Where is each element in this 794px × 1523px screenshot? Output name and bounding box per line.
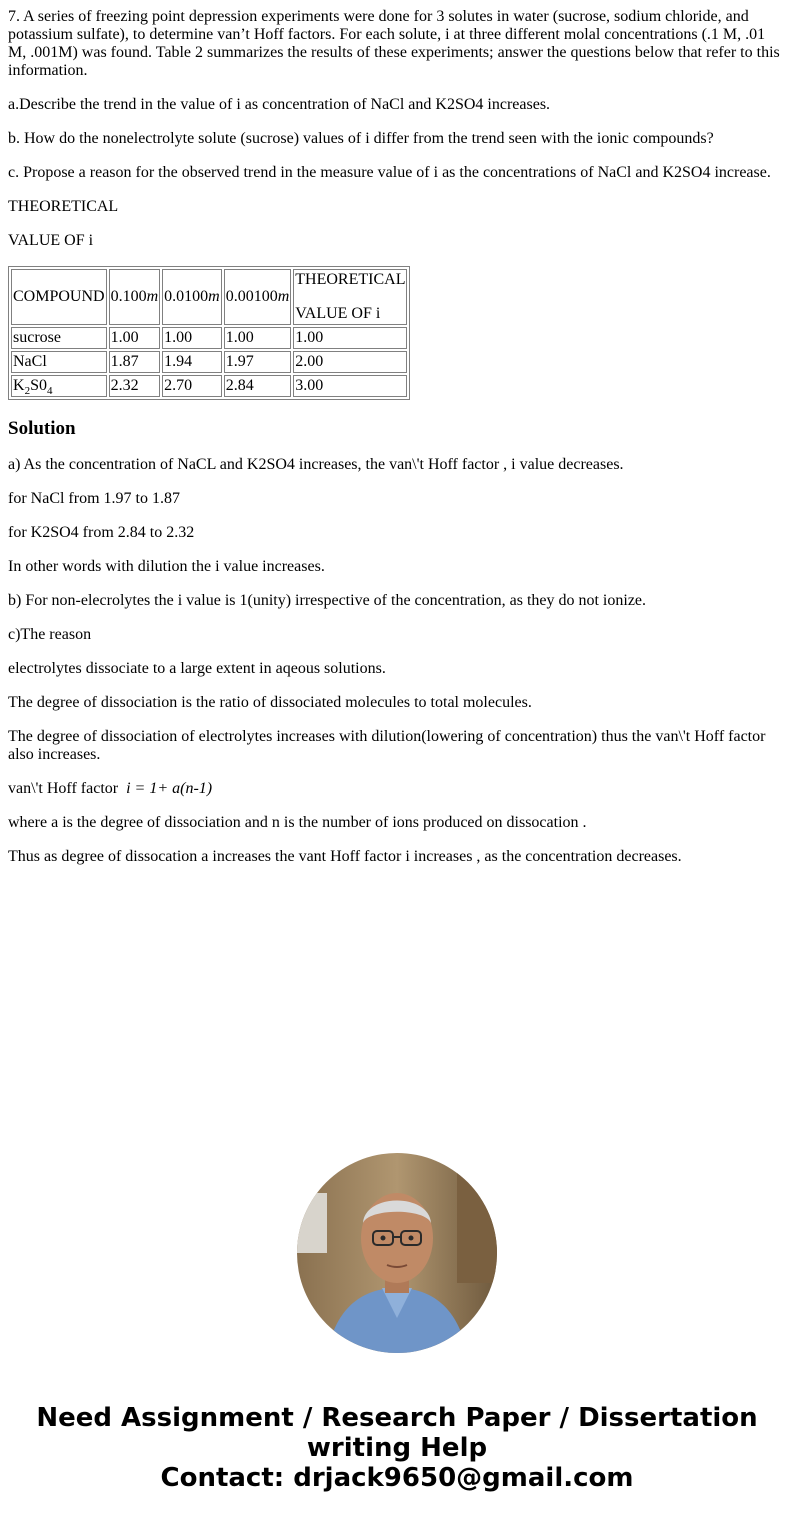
results-table [8, 266, 410, 400]
cell-value: 2.84 [224, 375, 292, 397]
promo-banner [0, 1403, 794, 1493]
vant-hoff-formula: i = 1+ a(n-1) [126, 780, 213, 797]
cell-compound: NaCl [11, 351, 107, 373]
solution-heading: Solution [8, 418, 76, 439]
table-row [11, 351, 407, 373]
promo-line: writing Help [306, 1433, 488, 1463]
table-header-row [11, 269, 407, 325]
cell-value: 1.94 [162, 351, 222, 373]
table-row [11, 375, 407, 397]
solution-line: The degree of dissociation is the ratio of dissociated molecules to total molecules. [8, 694, 532, 711]
cell-value: 1.00 [162, 327, 222, 349]
question-part-a: a.Describe the trend in the value of i as concentration of NaCl and K2SO4 increases. [8, 96, 551, 113]
solution-line: c)The reason [8, 626, 92, 643]
cell-value: 1.87 [109, 351, 161, 373]
solution-line: where a is the degree of dissociation and n is the number of ions produced on dissocation . [8, 814, 587, 831]
header-conc-1: 0.100m [109, 269, 161, 325]
solution-line: for K2SO4 from 2.84 to 2.32 [8, 524, 195, 541]
cell-compound: sucrose [11, 327, 107, 349]
cell-value: 1.97 [224, 351, 292, 373]
cell-theoretical: 3.00 [293, 375, 407, 397]
cell-value: 2.70 [162, 375, 222, 397]
solution-line: Thus as degree of dissocation a increases the vant Hoff factor i increases , as the concentration decreases. [8, 848, 682, 865]
document-body [8, 8, 786, 882]
header-conc-2: 0.0100m [162, 269, 222, 325]
cell-value: 1.00 [109, 327, 161, 349]
header-conc-3: 0.00100m [224, 269, 292, 325]
cell-theoretical: 1.00 [293, 327, 407, 349]
solution-line: electrolytes dissociate to a large extent in aqeous solutions. [8, 660, 386, 677]
table-row [11, 327, 407, 349]
question-intro: 7. A series of freezing point depression experiments were done for 3 solutes in water (sucrose, sodium chloride, and potassium sulfate), to determine van’t Hoff factors. For each solute, i at three different molal concentrations (.1 M, .01 M, .001M) was found. Table 2 summarizes the results of these experiments; answer the questions below that refer to this information. [8, 8, 780, 79]
solution-line: a) As the concentration of NaCL and K2SO4 increases, the van\'t Hoff factor , i value decreases. [8, 456, 624, 473]
solution-line: The degree of dissociation of electrolytes increases with dilution(lowering of concentration) thus the van\'t Hoff factor also increases. [8, 728, 766, 763]
author-photo [297, 1153, 497, 1353]
theoretical-label-line2: VALUE OF i [8, 232, 94, 249]
question-part-b: b. How do the nonelectrolyte solute (sucrose) values of i differ from the trend seen with the ionic compounds? [8, 130, 714, 147]
cell-theoretical: 2.00 [293, 351, 407, 373]
formula-line: van\'t Hoff factor i = 1+ a(n-1) [8, 780, 213, 797]
author-avatar [297, 1153, 497, 1353]
header-compound: COMPOUND [11, 269, 107, 325]
cell-compound: $K_2S0_4$ [11, 375, 107, 397]
cell-value: 2.32 [109, 375, 161, 397]
solution-line: In other words with dilution the i value increases. [8, 558, 325, 575]
theoretical-label-line1: THEORETICAL [8, 198, 119, 215]
header-theoretical: THEORETICAL VALUE OF i [293, 269, 407, 325]
solution-line: b) For non-elecrolytes the i value is 1(unity) irrespective of the concentration, as they do not ionize. [8, 592, 647, 609]
question-part-c: c. Propose a reason for the observed trend in the measure value of i as the concentrations of NaCl and K2SO4 increase. [8, 164, 771, 181]
solution-line: for NaCl from 1.97 to 1.87 [8, 490, 180, 507]
promo-contact: Contact: drjack9650@gmail.com [160, 1463, 634, 1493]
cell-value: 1.00 [224, 327, 292, 349]
promo-line: Need Assignment / Research Paper / Dissertation [36, 1403, 758, 1433]
